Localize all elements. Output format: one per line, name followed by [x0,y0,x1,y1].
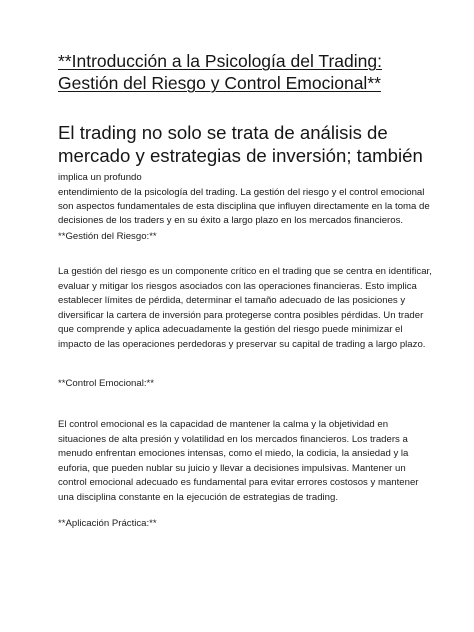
section-heading-gestion-riesgo: **Gestión del Riesgo:** [58,231,157,242]
section-heading-control-emocional: **Control Emocional:** [58,378,154,389]
intro-paragraph [58,121,430,228]
section-body-control-emocional: El control emocional es la capacidad de mantener la calma y la objetividad en situaciones de alta presión y volatilidad en los mercados financieros. Los traders a menudo enfrentan emociones intensas, como el miedo, la codicia, la ansiedad y la euforia, que pueden nublar su juicio y llevar a decisiones impulsivas. Mantener un control emocional adecuado es fundamental para evitar errores costosos y mantener una disciplina constante en la ejecución de estrategias de trading. [58,419,419,503]
section-heading-aplicacion-practica: **Aplicación Práctica:** [58,518,157,529]
intro-large-text: El trading no solo se trata de análisis de mercado y estrategias de inversión; también [58,122,423,166]
section-body-gestion-riesgo: La gestión del riesgo es un componente crítico en el trading que se centra en identificar, evaluar y mitigar los riesgos asociados con las operaciones financieras. Esto implica establecer límites de pérdida, determinar el tamaño adecuado de las posiciones y diversificar la cartera de inversión para protegerse contra posibles pérdidas. Un trader que comprende y aplica adecuadamente la gestión del riesgo puede minimizar el impacto de las operaciones perdedoras y preservar su capital de trading a largo plazo. [58,266,432,350]
intro-rest-text: entendimiento de la psicología del trading. La gestión del riesgo y el control emocional son aspectos fundamentales de esta disciplina que influyen directamente en la toma de decisiones de los traders y en su éxito a largo plazo en los mercados financieros. [58,187,430,226]
intro-small-inline-text: implica un profundo [58,172,142,183]
document-title: **Introducción a la Psicología del Trading: Gestión del Riesgo y Control Emocional** [58,51,382,93]
